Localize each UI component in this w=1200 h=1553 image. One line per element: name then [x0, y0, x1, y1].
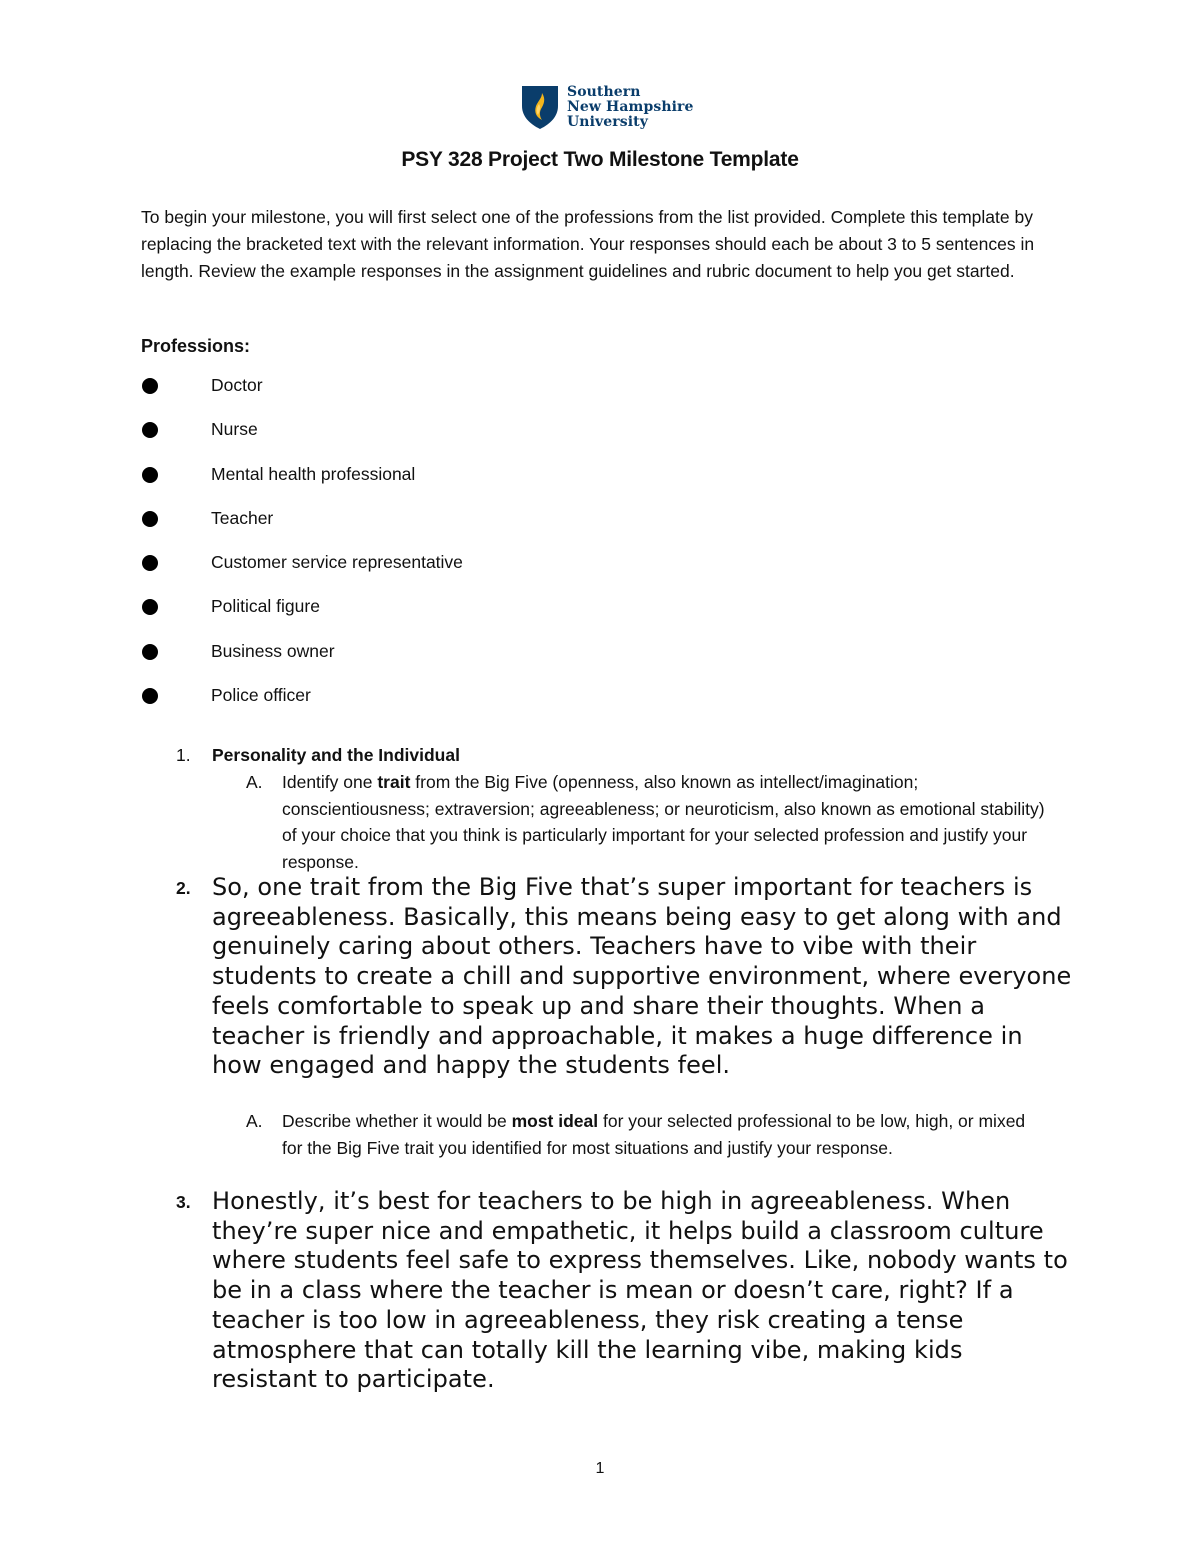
section-1-sub-a	[246, 769, 1046, 875]
bullet-icon	[142, 511, 158, 527]
sub-text-end: for your selected professional to be low, high, or mixed for the Big Five trait you identified for most situations and justify your response.	[282, 1111, 1026, 1158]
profession-label: Mental health professional	[211, 463, 416, 484]
answer-2-text: So, one trait from the Big Five that’s super important for teachers is agreeableness. Basically, this means being easy to get along with and genuinely caring about others. Teachers have to vibe with their students to create a chill and supportive environment, where everyone feels comfortable to speak up and share their thoughts. When a teacher is friendly and approachable, it makes a huge difference in how engaged and happy the students feel.	[212, 873, 1072, 1080]
sub-text	[282, 769, 1046, 875]
bullet-icon	[142, 644, 158, 660]
list-item	[141, 682, 463, 726]
profession-label: Doctor	[211, 375, 263, 395]
professions-list	[141, 372, 463, 726]
sub-letter: A.	[246, 1111, 263, 1131]
answer-3-number: 3.	[176, 1192, 191, 1212]
profession-label: Business owner	[211, 640, 335, 661]
shield-flame-icon	[520, 84, 560, 130]
bullet-icon	[142, 422, 158, 438]
sub-text	[282, 1108, 1046, 1161]
list-item	[141, 549, 463, 593]
logo-line-3: University	[567, 113, 648, 130]
sub-text-bold: most ideal	[511, 1111, 599, 1131]
university-logo	[520, 84, 694, 130]
logo-line-1: Southern	[567, 83, 641, 100]
list-item	[141, 505, 463, 549]
answer-3-text: Honestly, it’s best for teachers to be high in agreeableness. When they’re super nice and empathetic, it helps build a classroom culture where students feel safe to express themselves. Like, nobody wants to be in a class where the teacher is mean or doesn’t care, right? If a teacher is too low in agreeableness, they risk creating a tense atmosphere that can totally kill the learning vibe, making kids resistant to participate.	[212, 1187, 1068, 1394]
sub-text-end: from the Big Five (openness, also known as intellect/imagination; conscientiousness; extraversion; agreeableness; or neuroticism, also known as emotional stability) of your choice that you think is particularly important for your selected profession and justify your response.	[282, 772, 1045, 872]
logo-line-2: New Hampshire	[567, 98, 694, 115]
profession-label: Political figure	[211, 596, 320, 617]
bullet-icon	[142, 378, 158, 394]
list-item	[141, 416, 463, 460]
list-item	[141, 461, 463, 505]
section-1-sub-b	[246, 1108, 1046, 1161]
page-number: 1	[595, 1460, 605, 1477]
sub-text-start: Identify one	[282, 772, 378, 792]
bullet-icon	[142, 599, 158, 615]
section-1-heading: Personality and the Individual	[212, 745, 460, 765]
answer-2-number: 2.	[176, 878, 191, 898]
logo-wordmark	[567, 85, 694, 130]
list-item	[141, 372, 463, 416]
profession-label: Police officer	[211, 685, 311, 706]
profession-label: Teacher	[211, 507, 274, 528]
list-item	[141, 638, 463, 682]
list-item	[141, 593, 463, 637]
profession-label: Nurse	[211, 419, 258, 440]
bullet-icon	[142, 688, 158, 704]
document-title: PSY 328 Project Two Milestone Template	[401, 148, 799, 171]
intro-paragraph: To begin your milestone, you will first select one of the professions from the list provided. Complete this template by replacing the bracketed text with the relevant information. Your responses should each be about 3 to 5 sentences in length. Review the example responses in the assignment guidelines and rubric document to help you get started.	[141, 207, 1035, 281]
profession-label: Customer service representative	[211, 552, 463, 573]
sub-text-start: Describe whether it would be	[282, 1111, 512, 1131]
bullet-icon	[142, 467, 158, 483]
sub-letter: A.	[246, 772, 263, 792]
professions-heading: Professions:	[141, 336, 251, 356]
sub-text-bold: trait	[377, 772, 411, 792]
bullet-icon	[142, 555, 158, 571]
section-1-number: 1.	[176, 745, 191, 765]
